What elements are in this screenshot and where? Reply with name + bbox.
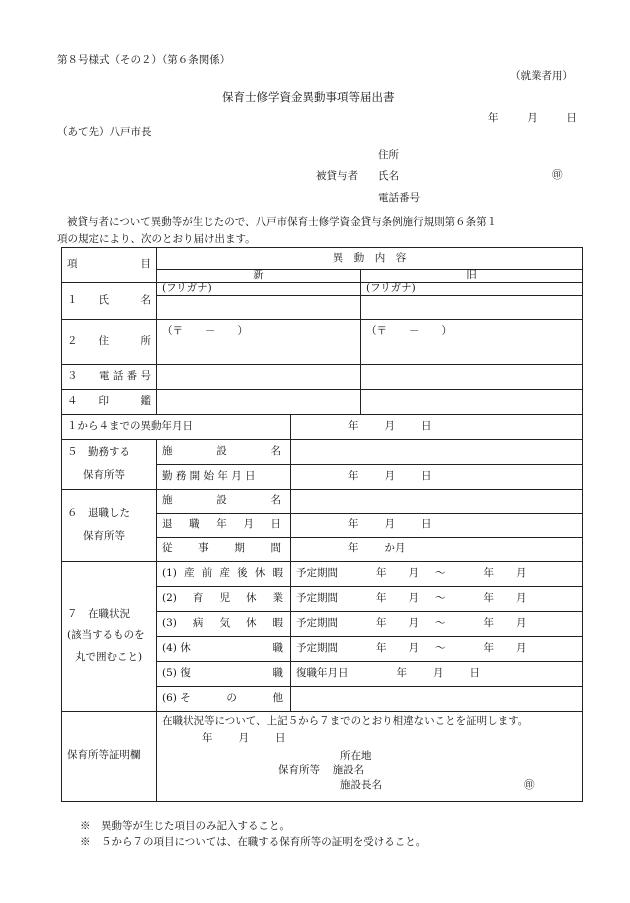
borrower-role-label: 被貸与者 (316, 170, 358, 182)
s7-item-4-period[interactable]: 予定期間 年 月 ～ 年 月 (291, 636, 583, 661)
form-number: 第８号様式（その２）（第６条関係） (57, 54, 231, 66)
row-address-label: ２ 住 所 (62, 319, 157, 364)
new-phone-field[interactable] (157, 364, 361, 389)
old-seal-field[interactable] (361, 389, 583, 414)
cert-seal-mark: ㊞ (524, 778, 535, 791)
certification-date[interactable]: 年 月 日 (202, 732, 286, 745)
cert-org-label: 保育所等 (278, 764, 320, 777)
old-name-field[interactable] (361, 295, 583, 319)
addressee: （あて先）八戸市長 (57, 126, 152, 138)
s7-item-3-period[interactable]: 予定期間 年 月 ～ 年 月 (291, 611, 583, 636)
submission-date (488, 110, 577, 125)
certification-box (157, 711, 583, 801)
new-name-field[interactable] (157, 295, 361, 319)
new-furigana-field[interactable]: (フリガナ) (157, 283, 361, 296)
section7-label: ７ 在職状況 (該当するものを 丸で囲むこと) (62, 561, 157, 711)
row-phone-label: ３ 電 話 番 号 (62, 364, 157, 389)
s7-item-6[interactable]: (6) そ の 他 (157, 686, 291, 711)
note-2: ※ ５から７の項目については、在職する保育所等の証明を受けること。 (80, 836, 427, 848)
certification-label: 保育所等証明欄 (62, 711, 157, 801)
intro-line-1: 被貸与者について異動等が生じたので、八戸市保育士修学資金貸与条例施行規則第６条第１ (67, 216, 498, 228)
s6-retire-date-label: 退 職 年 月 日 (157, 513, 291, 537)
old-header: 旧 (361, 270, 583, 283)
change-date-field[interactable]: 年 月 日 (291, 414, 583, 439)
s7-item-3[interactable]: (3) 病 気 休 暇 (157, 611, 291, 636)
year-label: 年 (488, 112, 499, 124)
new-header: 新 (157, 270, 361, 283)
s7-item-5[interactable]: (5) 復 職 (157, 661, 291, 686)
day-label: 日 (566, 112, 577, 124)
s7-item-1[interactable]: (1) 産 前 産 後 休 暇 (157, 561, 291, 586)
change-table (61, 247, 583, 802)
old-furigana-field[interactable]: (フリガナ) (361, 283, 583, 296)
s5-start-date-label: 勤 務 開 始 年 月 日 (157, 464, 291, 489)
s5-start-date-field[interactable]: 年 月 日 (291, 464, 583, 489)
month-label: 月 (527, 112, 538, 124)
cert-location-label: 所在地 (340, 749, 372, 762)
s6-period-field[interactable]: 年 か月 (291, 537, 583, 561)
s7-item-4[interactable]: (4) 休 職 (157, 636, 291, 661)
s5-facility-label: 施 設 名 (157, 439, 291, 464)
s7-item-1-period[interactable]: 予定期間 年 月 ～ 年 月 (291, 561, 583, 586)
s7-item-5-date[interactable]: 復職年月日 年 月 日 (291, 661, 583, 686)
row-seal-label: ４ 印 鑑 (62, 389, 157, 414)
new-address-field[interactable]: （〒 － ） (157, 319, 361, 364)
s7-item-6-field[interactable] (291, 686, 583, 711)
borrower-seal-mark: ㊞ (552, 169, 563, 181)
borrower-address-label: 住所 (378, 149, 399, 161)
section5-label: ５ 勤務する 保育所等 (62, 439, 157, 489)
page-title: 保育士修学資金異動事項等届出書 (222, 90, 395, 104)
s5-facility-field[interactable] (291, 439, 583, 464)
s6-facility-label: 施 設 名 (157, 489, 291, 513)
cert-head-label: 施設長名 (340, 778, 382, 791)
change-date-label: １から４までの異動年月日 (62, 414, 291, 439)
change-content-header: 異 動 内 容 (157, 248, 583, 270)
new-seal-field[interactable] (157, 389, 361, 414)
certification-text: 在職状況等について、上記５から７までのとおり相違ないことを証明します。 (162, 714, 529, 727)
usage-label: （就業者用） (510, 70, 573, 82)
cert-facility-label: 施設名 (332, 764, 365, 777)
s6-period-label: 従 事 期 間 (157, 537, 291, 561)
s7-item-2[interactable]: (2) 育 児 休 業 (157, 586, 291, 611)
old-address-field[interactable]: （〒 － ） (361, 319, 583, 364)
item-header: 項 目 (62, 248, 157, 283)
old-phone-field[interactable] (361, 364, 583, 389)
borrower-name-label: 氏名 (378, 170, 399, 182)
s6-retire-date-field[interactable]: 年 月 日 (291, 513, 583, 537)
intro-line-2: 項の規定により、次のとおり届け出ます。 (57, 233, 256, 245)
s6-facility-field[interactable] (291, 489, 583, 513)
section6-label: ６ 退職した 保育所等 (62, 489, 157, 561)
s7-item-2-period[interactable]: 予定期間 年 月 ～ 年 月 (291, 586, 583, 611)
borrower-phone-label: 電話番号 (378, 192, 420, 204)
row-name-label: １ 氏 名 (62, 283, 157, 320)
note-1: ※ 異動等が生じた項目のみ記入すること。 (80, 820, 290, 832)
